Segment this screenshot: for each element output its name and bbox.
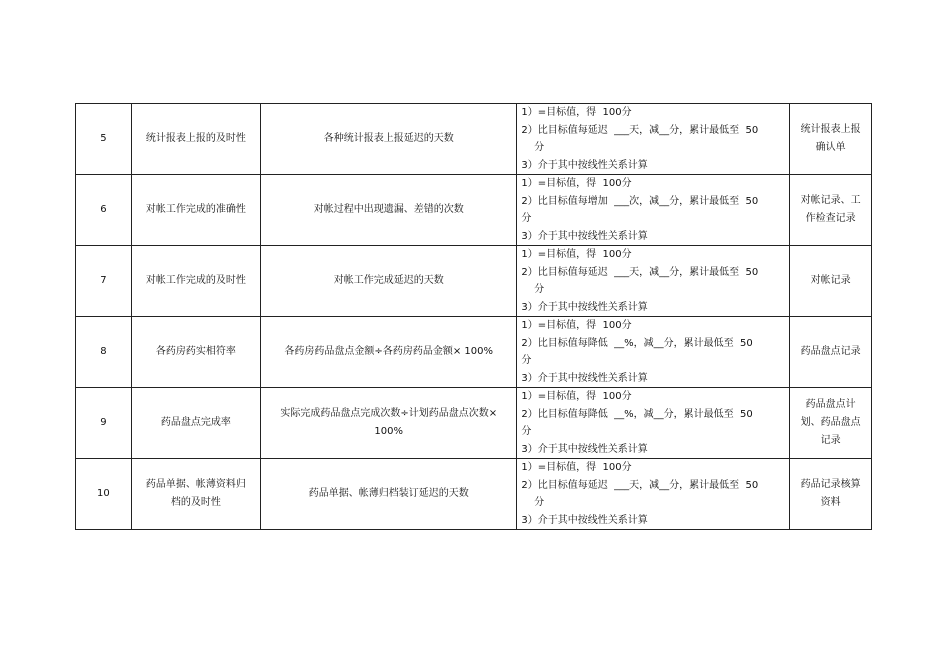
- scoring-rule-line: 分: [521, 213, 532, 224]
- scoring-rule-line: 2）比目标值每延迟 ___天，减__分，累计最低至 50: [521, 266, 759, 278]
- scoring-rule-line: 1）=目标值，得 100分: [521, 320, 632, 331]
- data-source: 统计报表上报确认单: [800, 124, 861, 153]
- kpi-table: [75, 103, 872, 530]
- table-row: [76, 388, 872, 459]
- scoring-rule-line: 1）=目标值，得 100分: [521, 107, 632, 118]
- formula-text: 对帐工作完成延迟的天数: [333, 275, 444, 286]
- scoring-rule-line: 1）=目标值，得 100分: [521, 462, 632, 473]
- scoring-rule-cell: [517, 104, 790, 175]
- indicator-name-cell: [131, 175, 260, 246]
- scoring-rule-line: 3）介于其中按线性关系计算: [521, 514, 648, 526]
- scoring-rule-line: 2）比目标值每延迟 ___天，减__分，累计最低至 50: [521, 124, 759, 136]
- scoring-rule-cell: [517, 175, 790, 246]
- data-source: 药品记录核算资料: [800, 479, 861, 508]
- scoring-rule-line: 2）比目标值每降低 __%，减__分，累计最低至 50: [521, 408, 753, 420]
- row-number-cell: 10: [76, 459, 132, 530]
- formula-cell: [261, 317, 517, 388]
- indicator-name: 药品单据、帐薄资料归档的及时性: [145, 479, 246, 508]
- data-source-cell: [790, 175, 872, 246]
- data-source-cell: [790, 388, 872, 459]
- indicator-name: 各药房药实相符率: [155, 346, 236, 357]
- scoring-rule-line: 分: [521, 497, 545, 508]
- indicator-name-cell: [131, 388, 260, 459]
- scoring-rule-line: 1）=目标值，得 100分: [521, 249, 632, 260]
- scoring-rule-line: 2）比目标值每降低 __%，减__分，累计最低至 50: [521, 337, 753, 349]
- row-number-cell: 5: [76, 104, 132, 175]
- indicator-name-cell: [131, 104, 260, 175]
- scoring-rule-line: 分: [521, 355, 532, 366]
- formula-cell: [261, 459, 517, 530]
- data-source-cell: [790, 317, 872, 388]
- formula-cell: [261, 175, 517, 246]
- formula-text: 各药房药品盘点金额÷各药房药品金额× 100%: [284, 346, 493, 357]
- table-row: [76, 246, 872, 317]
- data-source-cell: [790, 104, 872, 175]
- scoring-rule-line: 3）介于其中按线性关系计算: [521, 301, 648, 313]
- indicator-name: 对帐工作完成的准确性: [145, 204, 246, 215]
- row-number-cell: 7: [76, 246, 132, 317]
- table-row: [76, 459, 872, 530]
- scoring-rule-cell: [517, 459, 790, 530]
- formula-cell: [261, 104, 517, 175]
- indicator-name: 药品盘点完成率: [160, 417, 231, 428]
- data-source: 药品盘点计划、药品盘点记录: [800, 399, 861, 446]
- formula-text: 药品单据、帐薄归档装订延迟的天数: [308, 488, 469, 499]
- formula-text: 各种统计报表上报延迟的天数: [323, 133, 454, 144]
- scoring-rule-cell: [517, 388, 790, 459]
- indicator-name-cell: [131, 459, 260, 530]
- data-source-cell: [790, 459, 872, 530]
- data-source: 药品盘点记录: [800, 346, 861, 357]
- scoring-rule-line: 3）介于其中按线性关系计算: [521, 372, 648, 384]
- data-source-cell: [790, 246, 872, 317]
- scoring-rule-line: 分: [521, 426, 532, 437]
- table-row: [76, 317, 872, 388]
- row-number-cell: 9: [76, 388, 132, 459]
- formula-cell: [261, 246, 517, 317]
- kpi-table-body: [76, 104, 872, 530]
- indicator-name: 统计报表上报的及时性: [145, 133, 246, 144]
- scoring-rule-line: 3）介于其中按线性关系计算: [521, 230, 648, 242]
- scoring-rule-cell: [517, 246, 790, 317]
- scoring-rule-cell: [517, 317, 790, 388]
- row-number-cell: 8: [76, 317, 132, 388]
- formula-text: 实际完成药品盘点完成次数÷计划药品盘点次数× 100%: [280, 408, 498, 437]
- table-row: [76, 175, 872, 246]
- indicator-name-cell: [131, 246, 260, 317]
- row-number-cell: 6: [76, 175, 132, 246]
- scoring-rule-line: 1）=目标值，得 100分: [521, 178, 632, 189]
- indicator-name-cell: [131, 317, 260, 388]
- scoring-rule-line: 3）介于其中按线性关系计算: [521, 443, 648, 455]
- indicator-name: 对帐工作完成的及时性: [145, 275, 246, 286]
- formula-text: 对帐过程中出现遗漏、差错的次数: [313, 204, 464, 215]
- scoring-rule-line: 1）=目标值，得 100分: [521, 391, 632, 402]
- scoring-rule-line: 2）比目标值每延迟 ___天，减__分，累计最低至 50: [521, 479, 759, 491]
- table-row: [76, 104, 872, 175]
- scoring-rule-line: 分: [521, 142, 545, 153]
- data-source: 对帐记录、工作检查记录: [800, 195, 861, 224]
- scoring-rule-line: 2）比目标值每增加 ___次，减__分，累计最低至 50: [521, 195, 759, 207]
- scoring-rule-line: 分: [521, 284, 545, 295]
- scoring-rule-line: 3）介于其中按线性关系计算: [521, 159, 648, 171]
- formula-cell: [261, 388, 517, 459]
- data-source: 对帐记录: [810, 275, 851, 286]
